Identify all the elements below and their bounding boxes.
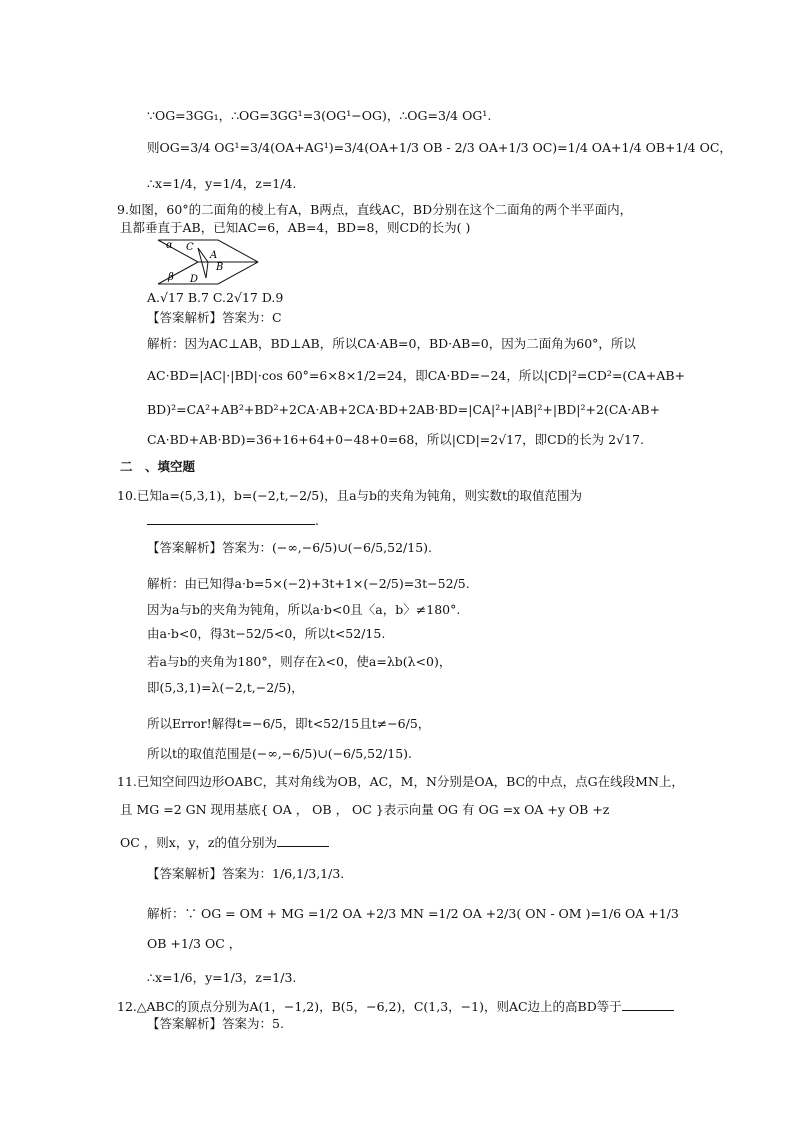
label-C: C: [186, 242, 194, 253]
text-line-l25: 【答案解析】答案为：1/6,1/3,1/3.: [147, 866, 345, 881]
text-line-l8: 解析：因为AC⊥AB，BD⊥AB，所以CA·AB=0，BD·AB=0，因为二面角为60°，所以: [147, 336, 636, 351]
text-line-l10: BD)²=CA²+AB²+BD²+2CA·AB+2CA·BD+2AB·BD=|CA|²+|AB|²+|BD|²+2(CA·AB+: [147, 402, 661, 417]
answer-blank[interactable]: [622, 998, 674, 1011]
text-line-l13: 10.已知a=(5,3,1)，b=(−2,t,−2/5)，且a与b的夹角为钝角，则实数t的取值范围为: [117, 488, 583, 503]
text-line-l3: ∴x=1/4，y=1/4，z=1/4.: [147, 176, 297, 191]
text-line-l1: ∵OG=3GG₁，∴OG=3GG¹=3(OG¹−OG)，∴OG=3/4 OG¹.: [147, 108, 492, 123]
text-line-l12: 二 、填空题: [120, 459, 196, 474]
text-line-l20: 所以Error!解得t=−6/5，即t<52/15且t≠−6/5，: [147, 716, 431, 731]
answer-blank-q10[interactable]: .: [147, 512, 319, 529]
text-line-l7: 【答案解析】答案为：C: [147, 310, 282, 325]
text-line-l2: 则OG=3/4 OG¹=3/4(OA+AG¹)=3/4(OA+1/3 OB - 2/3 OA+1/3 OC)=1/4 OA+1/4 OB+1/4 OC，: [147, 140, 732, 155]
text-line-l17: 由a·b<0，得3t−52/5<0，所以t<52/15.: [147, 626, 386, 641]
text-line-l14: 【答案解析】答案为：(−∞,−6/5)∪(−6/5,52/15).: [147, 540, 432, 555]
text-line-l5: 且都垂直于AB，已知AC=6，AB=4，BD=8，则CD的长为( ): [120, 220, 471, 235]
text-line-l21: 所以t的取值范围是(−∞,−6/5)∪(−6/5,52/15).: [147, 746, 413, 761]
text-line-l26: 解析：∵ OG = OM + MG =1/2 OA +2/3 MN =1/2 OA +2/3( ON - OM )=1/6 OA +1/3: [147, 906, 679, 921]
text-line-l30: 【答案解析】答案为：5.: [147, 1016, 284, 1031]
answer-blank[interactable]: [277, 834, 329, 847]
text-line-l28: ∴x=1/6，y=1/3，z=1/3.: [147, 970, 297, 985]
label-B: B: [216, 262, 224, 273]
label-beta: β: [168, 272, 174, 283]
text-line-l24: OC ，则x，y，z的值分别为: [120, 834, 329, 851]
text-line-l6: A.√17 B.7 C.2√17 D.9: [147, 290, 284, 305]
text-line-l9: AC·BD=|AC|·|BD|·cos 60°=6×8×1/2=24，即CA·BD=−24，所以|CD|²=CD²=(CA+AB+: [147, 368, 686, 383]
label-A: A: [210, 250, 218, 261]
label-alpha: α: [166, 240, 173, 251]
text-line-l29: 12.△ABC的顶点分别为A(1，−1,2)，B(5，−6,2)，C(1,3，−1)，则AC边上的高BD等于: [117, 998, 674, 1015]
text-line-l15: 解析：由已知得a·b=5×(−2)+3t+1×(−2/5)=3t−52/5.: [147, 576, 470, 591]
dihedral-angle-figure: [150, 238, 262, 288]
label-D: D: [190, 274, 199, 285]
text-line-l19: 即(5,3,1)=λ(−2,t,−2/5)，: [147, 680, 304, 695]
text-line-l27: OB +1/3 OC ，: [147, 936, 242, 951]
text-line-l4: 9.如图，60°的二面角的棱上有A，B两点，直线AC，BD分别在这个二面角的两个半平面内，: [117, 202, 633, 217]
text-line-l18: 若a与b的夹角为180°，则存在λ<0，使a=λb(λ<0)，: [147, 654, 452, 669]
text-line-l16: 因为a与b的夹角为钝角，所以a·b<0且〈a，b〉≠180°.: [147, 602, 461, 617]
text-line-l23: 且 MG =2 GN 现用基底{ OA ， OB ， OC }表示向量 OG 有 OG =x OA +y OB +z: [120, 802, 610, 817]
text-line-l22: 11.已知空间四边形OABC，其对角线为OB，AC，M，N分别是OA，BC的中点，点G在线段MN上，: [117, 774, 684, 789]
text-line-l11: CA·BD+AB·BD)=36+16+64+0−48+0=68，所以|CD|=2√17，即CD的长为 2√17.: [147, 432, 644, 447]
